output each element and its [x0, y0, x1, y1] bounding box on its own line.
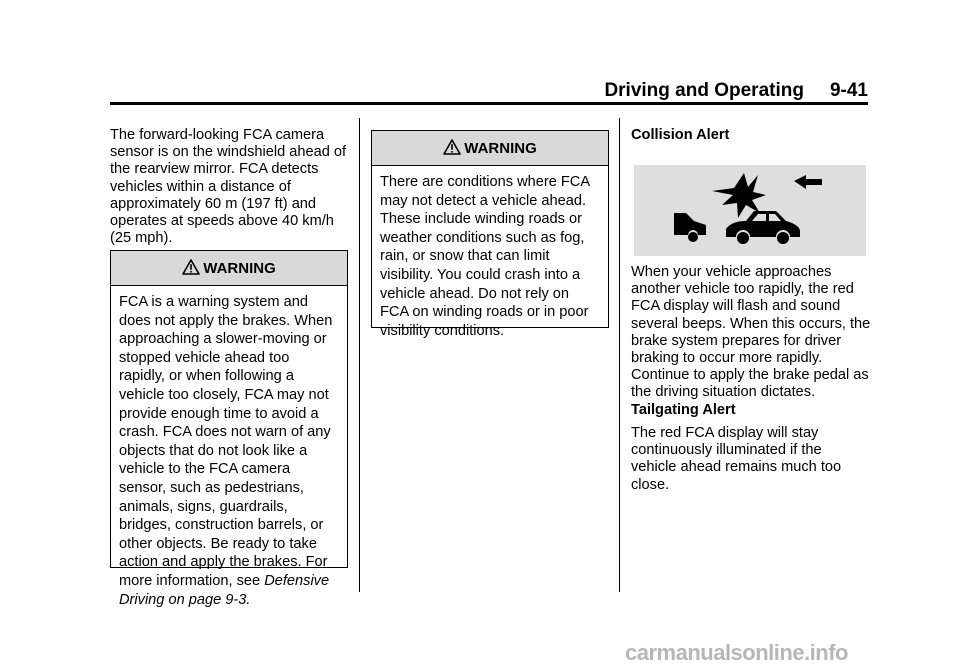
warning-triangle-icon [443, 139, 461, 155]
intro-paragraph: The forward-looking FCA camera sensor is on the windshield ahead of the rearview mirror. FCA detects vehicles within a distance of approximately 60 m (197 ft) and operates at speeds above 40 km/h (25 mph). [110, 127, 347, 247]
warning-box-1 [110, 250, 348, 608]
warning-text: FCA is a warning system and does not apply the brakes. When approaching a slower-moving or stopped vehicle ahead too rapidly, or when following a vehicle too closely, FCA may not provide enough time to avoid a crash. FCA does not warn of any objects that do not look like a vehicle to the FCA camera sensor, such as pedestrians, animals, signs, guardrails, bridges, construction barrels, or other objects. Be ready to take action and apply the brakes. For more information, see [119, 294, 333, 589]
page-header [604, 80, 868, 102]
header-rule [110, 102, 868, 105]
warning-body [111, 286, 347, 615]
warning-body [372, 166, 608, 346]
warning-title: WARNING [203, 259, 276, 277]
warning-text: There are conditions where FCA may not detect a vehicle ahead. These include winding roads or weather conditions such as fog, rain, or snow that can limit visibility. You could crash into a vehicle ahead. Do not rely on FCA on winding roads or in poor visibility conditions. [380, 174, 590, 339]
page-number: 9-41 [829, 80, 868, 101]
warning-triangle-icon [182, 259, 200, 275]
collision-alert-icon [634, 165, 866, 256]
watermark-text: carmanualsonline.info [625, 640, 848, 665]
collision-alert-heading: Collision Alert [631, 127, 730, 143]
collision-alert-paragraph: When your vehicle approaches another vehicle too rapidly, the red FCA display will flash and sound several beeps. When this occurs, the brake system prepares for driver braking to occur more rapidly. Continue to apply the brake pedal as the driving situation dictates. [631, 264, 871, 401]
tailgating-alert-heading: Tailgating Alert [631, 402, 736, 418]
tailgating-alert-paragraph: The red FCA display will stay continuously illuminated if the vehicle ahead remains much too close. [631, 425, 842, 493]
warning-box-2 [371, 130, 609, 339]
cross-reference-link[interactable]: Defensive Driving on page 9-3. [119, 572, 330, 608]
column-divider-2 [619, 118, 620, 592]
section-title: Driving and Operating [604, 80, 804, 101]
warning-header [111, 251, 347, 286]
warning-title: WARNING [464, 139, 537, 157]
column-divider-1 [359, 118, 360, 592]
collision-alert-figure [634, 165, 866, 256]
warning-header [372, 131, 608, 166]
